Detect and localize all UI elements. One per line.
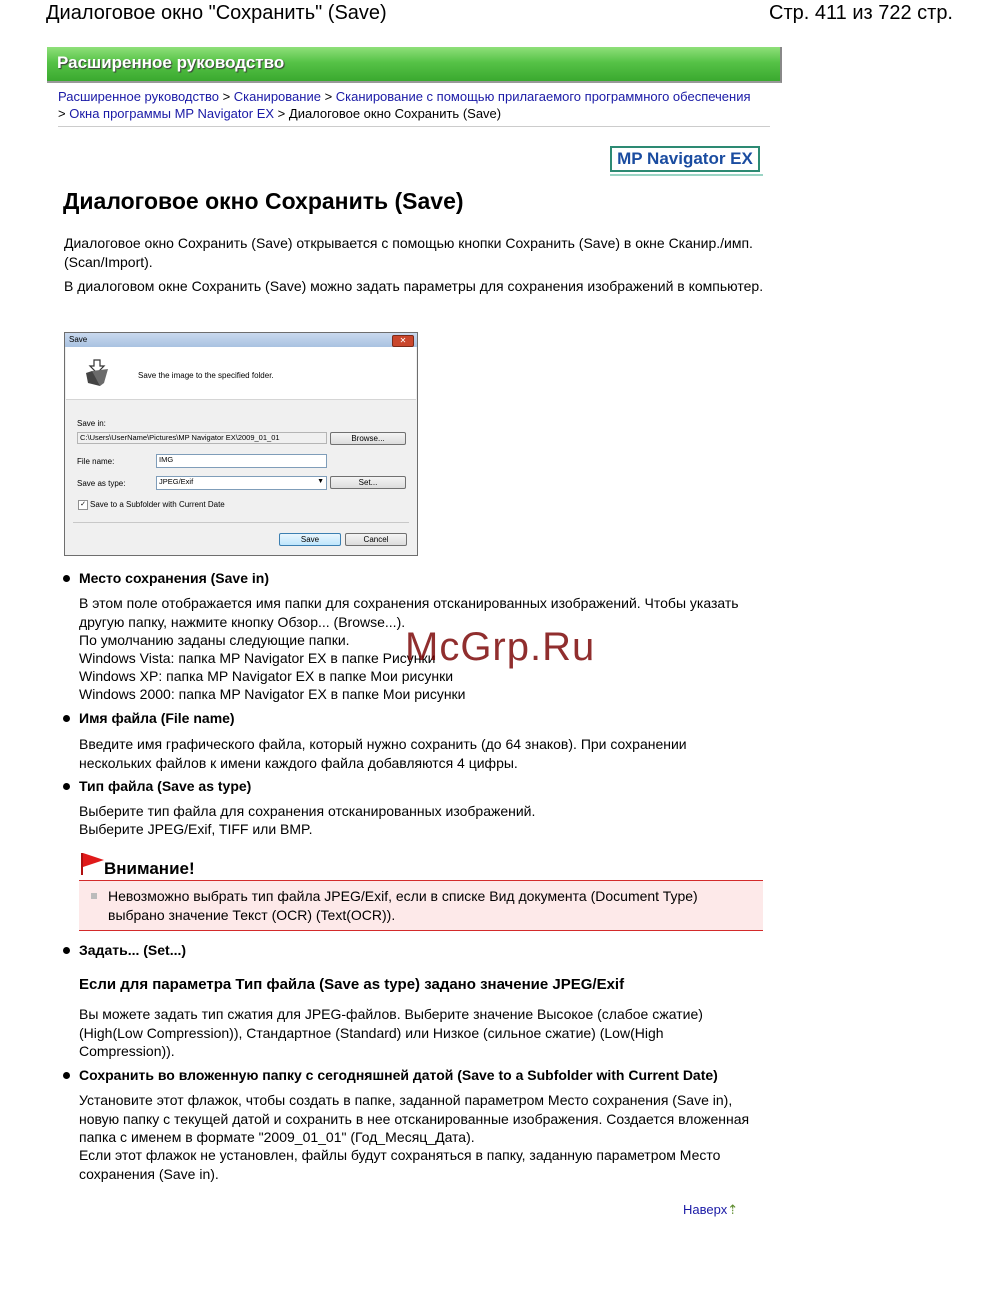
breadcrumb-link-scanning-with-software[interactable]: Сканирование с помощью прилагаемого программного обеспечения [335,89,751,104]
breadcrumb-current: Диалоговое окно Сохранить (Save) [288,106,502,121]
back-to-top-link[interactable] [683,1202,738,1218]
dialog-title: Save [69,335,88,344]
badge-underline [610,174,763,176]
file-name-heading: Имя файла (File name) [79,710,235,726]
banner-title: Расширенное руководство [57,53,285,72]
close-icon[interactable]: ✕ [392,335,414,347]
breadcrumb-separator: > [324,89,333,104]
bullet-icon [63,783,70,790]
dialog-separator [73,522,409,523]
arrow-up-icon: ⇡ [727,1202,739,1217]
dialog-header [66,347,416,400]
breadcrumb-separator: > [222,89,231,104]
attention-text: Невозможно выбрать тип файла JPEG/Exif, если в списке Вид документа (Document Type) выбрано значение Текст (OCR) (Text(OCR)). [108,888,698,923]
mp-navigator-badge: MP Navigator EX [610,146,760,172]
save-button[interactable]: Save [279,533,341,546]
chevron-down-icon: ▼ [317,478,324,485]
breadcrumb-link-advanced-guide[interactable]: Расширенное руководство [58,89,219,104]
dialog-titlebar [65,333,417,347]
save-folder-icon [84,359,112,387]
back-to-top-label: Наверх [683,1202,728,1217]
intro-paragraph-2: В диалоговом окне Сохранить (Save) можно задать параметры для сохранения изображений в компьютер. [64,278,764,294]
bullet-icon [63,1072,70,1079]
save-in-2000: Windows 2000: папка MP Navigator EX в папке Мои рисунки [79,686,466,702]
bullet-icon [63,575,70,582]
file-name-label: File name: [77,457,115,466]
save-dialog-screenshot [64,332,418,556]
set-heading: Задать... (Set...) [79,942,187,958]
list-square-icon [91,893,97,899]
set-description: Вы можете задать тип сжатия для JPEG-файлов. Выберите значение Высокое (слабое сжатие) (High(Low Compression)), Стандартное (Standard) или Низкое (сильное сжатие) (Low(High Compression)). [79,1006,703,1059]
breadcrumb-link-scanning[interactable]: Сканирование [233,89,321,104]
subfolder-description: Установите этот флажок, чтобы создать в папке, заданной параметром Место сохранения (Save in), новую папку с текущей датой и сохранить в нее отсканированные изображения. Создается вложенная папка с именем в формате "2009_01_01" (Год_Месяц_Дата). [79,1092,750,1145]
save-in-description: В этом поле отображается имя папки для сохранения отсканированных изображений. Чтобы указать другую папку, нажмите кнопку Обзор... (Browse...). [79,595,739,630]
save-in-defaults: По умолчанию заданы следующие папки. [79,632,350,648]
dialog-header-text: Save the image to the specified folder. [138,371,274,380]
breadcrumb-separator: > [58,106,66,121]
save-as-type-heading: Тип файла (Save as type) [79,778,252,794]
save-in-field: C:\Users\UserName\Pictures\MP Navigator EX\2009_01_01 [77,432,327,444]
page-counter: Стр. 411 из 722 стр. [769,2,953,24]
attention-title: Внимание! [104,859,195,878]
breadcrumb-separator: > [277,106,286,121]
save-as-type-value: JPEG/Exif [159,477,194,486]
file-name-description: Введите имя графического файла, который нужно сохранить (до 64 знаков). При сохранении нескольких файлов к имени каждого файла добавляются 4 цифры. [79,736,687,771]
subfolder-checkbox[interactable]: ✓ [78,500,88,510]
save-as-type-select[interactable] [156,476,327,490]
divider [58,126,770,127]
subfolder-heading: Сохранить во вложенную папку с сегодняшней датой (Save to a Subfolder with Current Date) [79,1067,718,1083]
save-in-vista: Windows Vista: папка MP Navigator EX в папке Рисунки [79,650,436,666]
document-title: Диалоговое окно "Сохранить" (Save) [46,2,387,24]
bullet-icon [63,715,70,722]
save-in-label: Save in: [77,419,106,428]
file-name-input[interactable]: IMG [156,454,327,468]
set-subheading: Если для параметра Тип файла (Save as type) задано значение JPEG/Exif [79,976,625,993]
watermark: McGrp.Ru [405,625,596,669]
breadcrumb [58,88,758,122]
save-as-type-line-2: Выберите JPEG/Exif, TIFF или BMP. [79,821,313,837]
save-in-xp: Windows XP: папка MP Navigator EX в папке Мои рисунки [79,668,454,684]
cancel-button[interactable]: Cancel [345,533,407,546]
breadcrumb-link-mp-navigator-windows[interactable]: Окна программы MP Navigator EX [69,106,275,121]
save-as-type-label: Save as type: [77,479,126,488]
subfolder-checkbox-label: Save to a Subfolder with Current Date [90,500,225,509]
intro-paragraph-1: Диалоговое окно Сохранить (Save) открывается с помощью кнопки Сохранить (Save) в окне Сканир./имп. (Scan/Import). [64,235,753,270]
browse-button[interactable]: Browse... [330,432,406,445]
set-button[interactable]: Set... [330,476,406,489]
bullet-icon [63,947,70,954]
subfolder-unchecked-note: Если этот флажок не установлен, файлы будут сохраняться в папку, заданную параметром Место сохранения (Save in). [79,1147,721,1182]
save-as-type-line-1: Выберите тип файла для сохранения отсканированных изображений. [79,803,536,819]
section-banner [47,47,782,83]
attention-flag-icon [80,852,106,876]
page-title: Диалоговое окно Сохранить (Save) [63,188,464,214]
save-in-heading: Место сохранения (Save in) [79,570,269,586]
